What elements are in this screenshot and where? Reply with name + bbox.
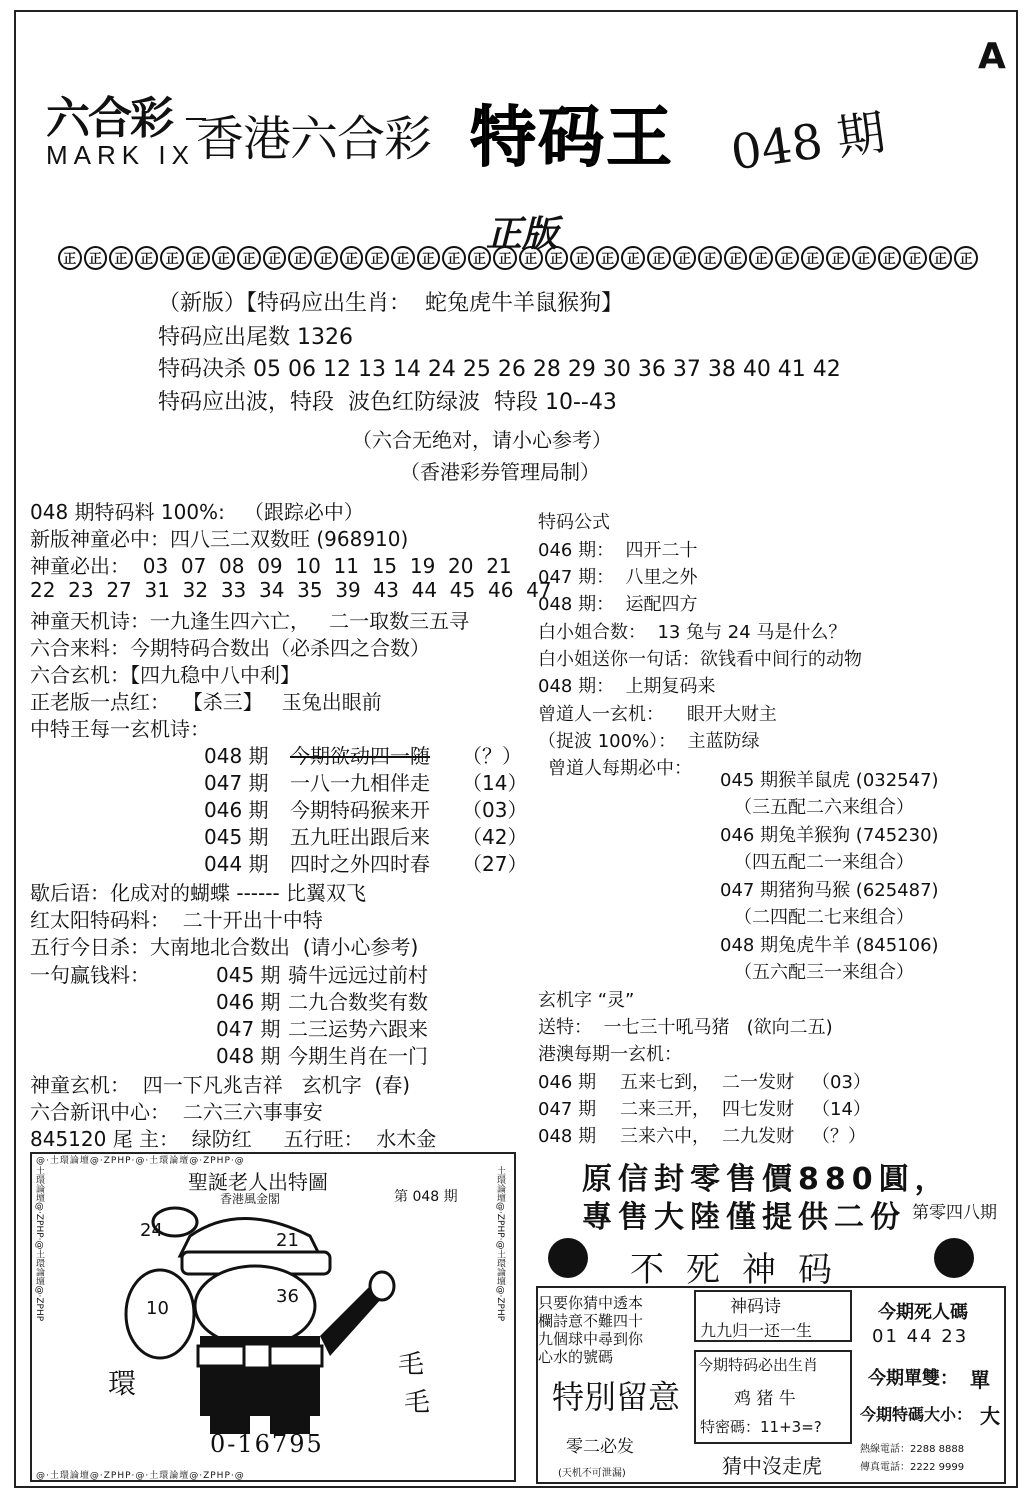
left-line-7: 六合玄机：【四九稳中八中利】 bbox=[30, 663, 300, 687]
left-line-1: 048 期特码料 100%: （跟踪必中） bbox=[30, 500, 364, 524]
zeng-main: 048 期兔虎牛羊 (845106) bbox=[720, 935, 939, 956]
money-text: 今期生肖在一门 bbox=[288, 1044, 428, 1068]
poem-box-title: 神码诗 bbox=[730, 1297, 781, 1317]
left-line-9: 中特王每一玄机诗： bbox=[30, 717, 210, 741]
badge-icon: 正 bbox=[724, 246, 748, 270]
money-text: 二三运势六跟来 bbox=[288, 1017, 428, 1041]
santa-char-mao-1: 毛 bbox=[398, 1350, 425, 1380]
badge-icon: 正 bbox=[109, 246, 133, 270]
left-line-8: 正老版一点红： 【杀三】 玉兔出眼前 bbox=[30, 690, 382, 714]
money-text: 二九合数奖有数 bbox=[288, 990, 428, 1014]
odd-even-label: 今期單雙： bbox=[868, 1368, 958, 1389]
badge-icon: 正 bbox=[493, 246, 517, 270]
ad-title: 不死神码 bbox=[630, 1250, 854, 1290]
hunt-label: 猜中沒走虎 bbox=[722, 1454, 822, 1478]
poem-text: 今期特码猴来开 bbox=[290, 798, 430, 822]
left-line-13: 一句赢钱料： bbox=[30, 963, 150, 987]
santa-num-36: 36 bbox=[276, 1286, 299, 1307]
ad-desc-2: 欄詩意不難四十 bbox=[538, 1312, 644, 1330]
top-wave-line: 特码应出波，特段 波色红防绿波 特段 10--43 bbox=[158, 390, 617, 415]
gangao-text-1: 三来六中， bbox=[620, 1126, 710, 1147]
left-line-2: 新版神童必中：四八三二双数旺 (968910) bbox=[30, 527, 409, 551]
badge-icon: 正 bbox=[212, 246, 236, 270]
santa-num-10: 10 bbox=[146, 1298, 169, 1319]
hotline: 熱線電話：2288 8888 bbox=[860, 1444, 965, 1455]
poem-issue: 044 期 bbox=[204, 852, 269, 876]
badge-icon: 正 bbox=[929, 246, 953, 270]
zeng-combo: （五六配三一来组合） bbox=[734, 962, 914, 983]
badge-icon: 正 bbox=[596, 246, 620, 270]
badge-icon: 正 bbox=[801, 246, 825, 270]
santa-code: 0-16795 bbox=[210, 1430, 324, 1458]
money-issue: 046 期 bbox=[216, 990, 281, 1014]
badge-icon: 正 bbox=[775, 246, 799, 270]
ad-zero: 零二必发 bbox=[566, 1437, 634, 1457]
santa-border-left: 土環論壇@·ZPHP·@土環論壇@·ZPHP bbox=[34, 1166, 44, 1322]
left-line-15: 六合新讯中心： 二六三六事事安 bbox=[30, 1100, 323, 1124]
gangao-text-2: 二九发财 bbox=[722, 1126, 794, 1147]
poem-text: 今期欲动四一随 bbox=[290, 744, 430, 768]
poem-number: （27） bbox=[462, 852, 528, 876]
left-line-4: 22 23 27 31 32 33 34 35 39 43 44 45 46 47 bbox=[30, 578, 552, 602]
badge-icon: 正 bbox=[673, 246, 697, 270]
santa-title: 聖誕老人出特圖 bbox=[188, 1170, 328, 1194]
badge-icon: 正 bbox=[288, 246, 312, 270]
badge-icon: 正 bbox=[621, 246, 645, 270]
right-line-6: 白小姐送你一句话：欲钱看中间行的动物 bbox=[538, 649, 862, 670]
poem-issue: 047 期 bbox=[204, 771, 269, 795]
poem-text: 一八一九相伴走 bbox=[290, 771, 430, 795]
right-line-10: 曾道人每期必中： bbox=[548, 758, 692, 779]
ad-desc-1: 只要你猜中透本 bbox=[538, 1294, 644, 1312]
badge-icon: 正 bbox=[545, 246, 569, 270]
top-tail-line: 特码应出尾数 1326 bbox=[158, 325, 353, 350]
badge-icon: 正 bbox=[852, 246, 876, 270]
zeng-main: 046 期兔羊猴狗 (745230) bbox=[720, 825, 939, 846]
right-line-5: 白小姐合数： 13 兔与 24 马是什么？ bbox=[538, 622, 847, 643]
badge-icon: 正 bbox=[647, 246, 671, 270]
clover-right-icon bbox=[934, 1238, 974, 1278]
left-line-5: 神童天机诗：一九逢生四六亡， 二一取数三五寻 bbox=[30, 609, 470, 633]
top-zodiac-line: （新版）【特码应出生肖： 蛇兔虎牛羊鼠猴狗】 bbox=[158, 291, 623, 316]
badge-icon: 正 bbox=[519, 246, 543, 270]
gangao-text-1: 二来三开， bbox=[620, 1099, 710, 1120]
right-line-4: 048 期： 运配四方 bbox=[538, 594, 698, 615]
right-line-13: 港澳每期一玄机： bbox=[538, 1044, 682, 1065]
zeng-combo: （三五配二六来组合） bbox=[734, 797, 914, 818]
santa-char-huan: 環 bbox=[108, 1367, 137, 1400]
badge-icon: 正 bbox=[468, 246, 492, 270]
size-value: 大 bbox=[980, 1404, 1000, 1428]
zeng-main: 047 期猪狗马猴 (625487) bbox=[720, 880, 939, 901]
badge-icon: 正 bbox=[84, 246, 108, 270]
badge-icon: 正 bbox=[58, 246, 82, 270]
santa-issue: 第 048 期 bbox=[394, 1189, 458, 1205]
top-note-1: （六合无绝对，请小心参考） bbox=[352, 428, 612, 452]
gangao-number: （14） bbox=[812, 1099, 871, 1120]
left-line-12: 五行今日杀：大南地北合数出 (请小心参考) bbox=[30, 935, 419, 959]
badge-icon: 正 bbox=[314, 246, 338, 270]
size-label: 今期特碼大小： bbox=[860, 1405, 973, 1424]
right-line-2: 046 期： 四开二十 bbox=[538, 540, 698, 561]
badge-icon: 正 bbox=[749, 246, 773, 270]
gangao-number: （03） bbox=[812, 1072, 871, 1093]
odd-even-value: 單 bbox=[970, 1368, 990, 1392]
badge-icon: 正 bbox=[417, 246, 441, 270]
badge-icon: 正 bbox=[903, 246, 927, 270]
fax-line: 傳真電話：2222 9999 bbox=[860, 1462, 965, 1473]
ad-desc-3: 九個球中尋到你 bbox=[538, 1330, 644, 1348]
badge-icon: 正 bbox=[698, 246, 722, 270]
poem-issue: 046 期 bbox=[204, 798, 269, 822]
santa-num-21: 21 bbox=[276, 1230, 299, 1251]
poem-issue: 048 期 bbox=[204, 744, 269, 768]
gangao-text-2: 二一发财 bbox=[722, 1072, 794, 1093]
title-hk: 香港六合彩 bbox=[196, 111, 432, 167]
santa-num-24: 24 bbox=[140, 1220, 163, 1241]
badge-icon: 正 bbox=[340, 246, 364, 270]
ad-price-line: 原信封零售價880圓， bbox=[582, 1162, 951, 1197]
top-note-2: （香港彩券管理局制） bbox=[400, 460, 600, 484]
badge-icon: 正 bbox=[570, 246, 594, 270]
badge-icon: 正 bbox=[954, 246, 978, 270]
poem-text: 五九旺出跟后来 bbox=[290, 825, 430, 849]
badge-icon: 正 bbox=[391, 246, 415, 270]
ad-issue: 第零四八期 bbox=[912, 1203, 997, 1223]
zeng-main: 045 期猴羊鼠虎 (032547) bbox=[720, 770, 939, 791]
dead-title: 今期死人碼 bbox=[878, 1302, 968, 1323]
issue-number: 048 期 bbox=[727, 104, 889, 182]
ad-supply-line: 專售大陸僅提供二份 bbox=[582, 1200, 906, 1235]
poem-number: （14） bbox=[462, 771, 528, 795]
money-issue: 045 期 bbox=[216, 963, 281, 987]
corner-mark: A bbox=[978, 36, 1006, 77]
poem-number: （42） bbox=[462, 825, 528, 849]
left-line-10: 歇后语：化成对的蝴蝶 ------ 比翼双飞 bbox=[30, 881, 367, 905]
poem-box-line: 九九归一还一生 bbox=[700, 1321, 813, 1340]
badge-icon: 正 bbox=[263, 246, 287, 270]
left-line-3: 神童必出： 03 07 08 09 10 11 15 19 20 21 bbox=[30, 554, 512, 578]
badge-icon: 正 bbox=[442, 246, 466, 270]
secret-code: 特密碼：11+3=? bbox=[700, 1418, 822, 1436]
money-issue: 048 期 bbox=[216, 1044, 281, 1068]
santa-border-right: 土環論壇@·ZPHP·@土環論壇@·ZPHP bbox=[495, 1166, 505, 1322]
ad-desc-4: 心水的號碼 bbox=[538, 1348, 614, 1366]
logo-main: 六合彩 bbox=[46, 93, 172, 144]
gangao-text-2: 四七发财 bbox=[722, 1099, 794, 1120]
logo-sub: MARK IX bbox=[46, 140, 195, 170]
right-line-8: 曾道人一玄机： 眼开大财主 bbox=[538, 704, 777, 725]
poem-issue: 045 期 bbox=[204, 825, 269, 849]
right-line-11: 玄机字 “灵” bbox=[538, 990, 635, 1011]
poem-number: （03） bbox=[462, 798, 528, 822]
right-line-7: 048 期： 上期复码来 bbox=[538, 676, 716, 697]
gangao-number: （？） bbox=[812, 1126, 866, 1147]
edition-label: 正版 bbox=[486, 214, 559, 255]
santa-border-bottom: @·土環論壇@·ZPHP·@·土環論壇@·ZPHP·@ bbox=[36, 1471, 245, 1481]
poem-number: （？） bbox=[462, 744, 522, 768]
badge-icon: 正 bbox=[365, 246, 389, 270]
left-line-6: 六合来料：今期特码合数出（必杀四之合数） bbox=[30, 636, 430, 660]
left-line-11: 红太阳特码料： 二十开出十中特 bbox=[30, 908, 323, 932]
badge-icon: 正 bbox=[878, 246, 902, 270]
zeng-combo: （二四配二七来组合） bbox=[734, 907, 914, 928]
dead-numbers: 01 44 23 bbox=[872, 1326, 969, 1347]
poem-text: 四时之外四时春 bbox=[290, 852, 430, 876]
right-line-12: 送特： 一七三十吼马猪 (欲向二五) bbox=[538, 1017, 833, 1038]
gangao-issue: 048 期 bbox=[538, 1126, 597, 1147]
zodiac-box-value: 鸡 猪 牛 bbox=[734, 1389, 796, 1409]
ad-special: 特別留意 bbox=[552, 1378, 681, 1416]
santa-char-mao-2: 毛 bbox=[404, 1388, 431, 1418]
santa-border-top: @·土環論壇@·ZPHP·@·土環論壇@·ZPHP·@ bbox=[36, 1156, 245, 1166]
santa-subtitle: 香港風金閣 bbox=[220, 1192, 281, 1206]
badge-icon: 正 bbox=[826, 246, 850, 270]
left-line-16: 845120 尾 主： 绿防红 五行旺： 水木金 bbox=[30, 1127, 437, 1151]
gangao-issue: 047 期 bbox=[538, 1099, 597, 1120]
right-line-9: （捉波 100%）： 主蓝防绿 bbox=[538, 731, 760, 752]
badge-icon: 正 bbox=[135, 246, 159, 270]
badge-row bbox=[58, 246, 978, 272]
clover-left-icon bbox=[548, 1238, 588, 1278]
zeng-combo: （四五配二一来组合） bbox=[734, 852, 914, 873]
top-kill-line: 特码决杀 05 06 12 13 14 24 25 26 28 29 30 36 37 38 40 41 42 bbox=[158, 357, 841, 382]
badge-icon: 正 bbox=[186, 246, 210, 270]
zodiac-box-title: 今期特码必出生肖 bbox=[698, 1356, 819, 1374]
right-line-1: 特码公式 bbox=[538, 512, 610, 533]
gangao-text-1: 五来七到， bbox=[620, 1072, 710, 1093]
gangao-issue: 046 期 bbox=[538, 1072, 597, 1093]
right-line-3: 047 期： 八里之外 bbox=[538, 567, 698, 588]
title-big: 特码王 bbox=[470, 99, 674, 176]
money-text: 骑牛远远过前村 bbox=[288, 963, 428, 987]
left-line-14: 神童玄机： 四一下凡兆吉祥 玄机字 (春) bbox=[30, 1073, 411, 1097]
ad-note-small: (天机不可泄漏) bbox=[558, 1468, 626, 1479]
money-issue: 047 期 bbox=[216, 1017, 281, 1041]
badge-icon: 正 bbox=[237, 246, 261, 270]
badge-icon: 正 bbox=[160, 246, 184, 270]
